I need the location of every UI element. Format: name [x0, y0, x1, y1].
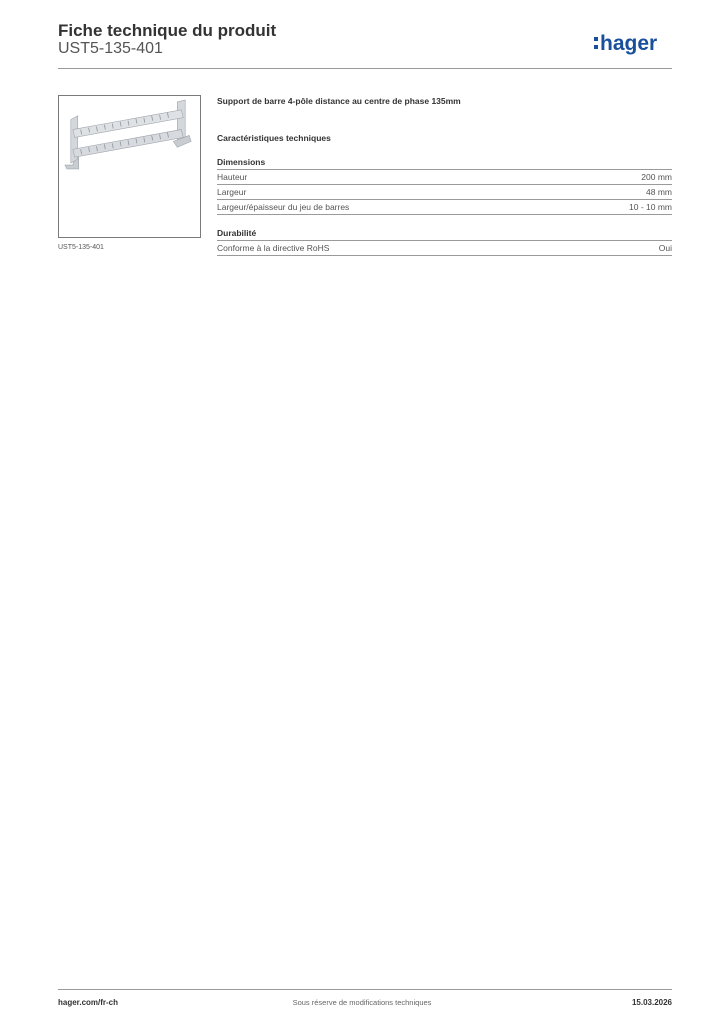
specs-heading: Caractéristiques techniques	[217, 133, 331, 143]
footer-notice: Sous réserve de modifications techniques	[292, 998, 432, 1007]
spec-row-rohs	[217, 241, 672, 256]
spec-value: 200 mm	[641, 172, 672, 182]
header-divider	[58, 68, 672, 69]
spec-row-height	[217, 170, 672, 185]
hager-logo	[592, 28, 674, 58]
spec-label: Largeur/épaisseur du jeu de barres	[217, 202, 350, 212]
svg-text:hager: hager	[600, 32, 658, 55]
footer-date: 15.03.2026	[631, 998, 672, 1007]
group-title-durability: Durabilité	[217, 227, 672, 241]
group-title-dimensions: Dimensions	[217, 156, 672, 170]
document-subtitle: UST5-135-401	[58, 40, 163, 57]
spec-label: Conforme à la directive RoHS	[217, 243, 330, 253]
spec-row-busbar-size	[217, 200, 672, 215]
document-title: Fiche technique du produit	[58, 21, 277, 40]
footer-website: hager.com/fr-ch	[58, 998, 119, 1007]
product-description: Support de barre 4-pôle distance au centre de phase 135mm	[217, 96, 461, 106]
product-image-caption: UST5-135-401	[58, 244, 104, 251]
busbar-support-illustration	[59, 96, 200, 237]
spec-label: Hauteur	[217, 172, 248, 182]
spec-label: Largeur	[217, 187, 247, 197]
spec-value: 10 - 10 mm	[629, 202, 672, 212]
product-details	[217, 95, 672, 256]
product-image	[58, 95, 201, 238]
spec-value: 48 mm	[646, 187, 672, 197]
footer-divider	[58, 989, 672, 990]
spec-row-width	[217, 185, 672, 200]
spec-value: Oui	[658, 243, 672, 253]
